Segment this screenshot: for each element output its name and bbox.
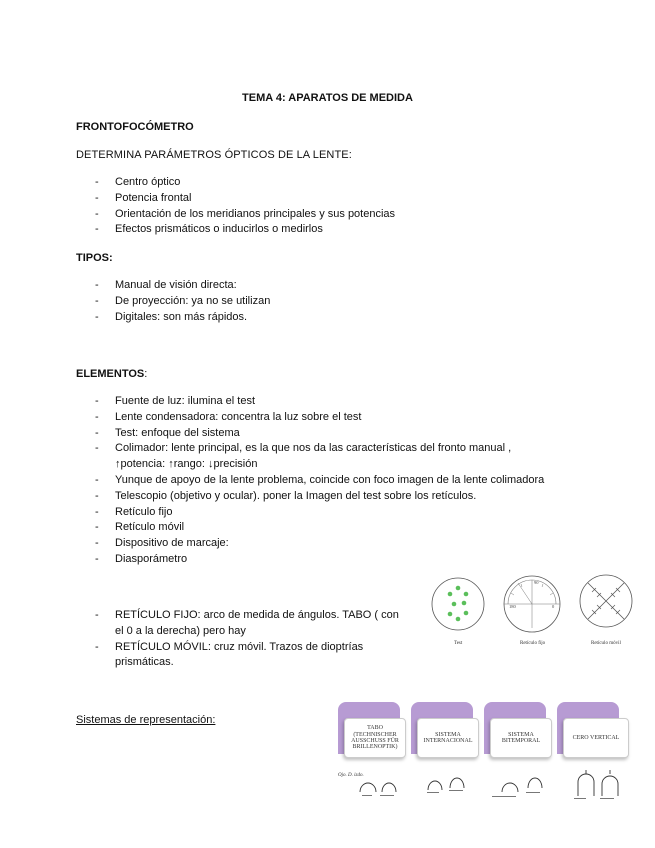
- tipos-list: [95, 278, 270, 325]
- list-item: - Test: enfoque del sistema: [95, 426, 240, 439]
- elementos-list: [95, 394, 544, 568]
- sketch-scribbles: [362, 790, 614, 799]
- scale-label-90: 90: [534, 580, 539, 585]
- sistemas-figure: [332, 690, 637, 808]
- list-item: - Manual de visión directa:: [95, 279, 237, 291]
- reticulo-fijo-circle: [504, 576, 560, 632]
- list-item: - Colimador: lente principal, es la que nos da las características del fronto manual ,: [95, 442, 512, 455]
- caption-reticulo-fijo: Retículo fijo: [520, 641, 546, 646]
- handwritten-sketches: [332, 762, 637, 808]
- page-title: TEMA 4: APARATOS DE MEDIDA: [242, 92, 413, 104]
- list-item: - Potencia frontal: [95, 191, 192, 204]
- panel-bitemporal-label: SISTEMA BITEMPORAL: [490, 718, 552, 758]
- list-item: - Digitales: son más rápidos.: [95, 310, 248, 323]
- section-heading-frontofocometro: FRONTOFOCÓMETRO: [76, 121, 194, 133]
- test-circle: [432, 578, 484, 630]
- scale-label-180: 180: [509, 604, 516, 609]
- list-item: - Centro óptico: [95, 176, 181, 188]
- list-item: - Lente condensadora: concentra la luz sobre el test: [95, 410, 362, 423]
- panel-internacional-label: SISTEMA INTERNACIONAL: [417, 718, 479, 758]
- scale-label-0: 0: [552, 604, 555, 609]
- handwritten-note: Ojo. D. izdo.: [338, 773, 364, 778]
- caption-reticulo-movil: Retículo móvil: [591, 641, 621, 646]
- section-intro: DETERMINA PARÁMETROS ÓPTICOS DE LA LENTE:: [76, 149, 352, 161]
- list-item: - Retículo móvil: [95, 521, 185, 534]
- panel-tabo-label: TABO (TECHNISCHER AUSSCHUSS FÜR BRILLENOPTIK): [344, 718, 406, 758]
- sistemas-label: Sistemas de representación:: [76, 714, 216, 726]
- list-item: - Diasporámetro: [95, 552, 188, 565]
- list-item: - Fuente de luz: ilumina el test: [95, 395, 256, 407]
- reticulo-movil-circle: [580, 575, 632, 627]
- section-heading-elementos: ELEMENTOS:: [76, 368, 148, 380]
- section-heading-tipos: TIPOS:: [76, 252, 113, 264]
- list-item: - De proyección: ya no se utilizan: [95, 294, 271, 307]
- list-item: - Dispositivo de marcaje:: [95, 537, 229, 550]
- list-item: - Efectos prismáticos o inducirlos o medirlos: [95, 223, 323, 236]
- list-item: - Yunque de apoyo de la lente problema, coincide con foco imagen de la lente colimadora: [95, 473, 545, 486]
- list-item: - Orientación de los meridianos principales y sus potencias: [95, 207, 396, 220]
- list-item: - RETÍCULO FIJO: arco de medida de ángulos. TABO ( con el 0 a la derecha) pero hay: [95, 609, 399, 637]
- reticulos-list: [95, 608, 405, 671]
- list-item: - RETÍCULO MÓVIL: cruz móvil. Trazos de dioptrías prismáticas.: [95, 640, 364, 669]
- reticle-figure: [425, 566, 635, 654]
- parametros-list: [95, 175, 395, 238]
- caption-test: Test: [454, 641, 463, 646]
- list-item: - Telescopio (objetivo y ocular). poner la Imagen del test sobre los retículos.: [95, 489, 477, 502]
- panel-cero-vertical-label: CERO VERTICAL: [563, 718, 629, 758]
- list-item-continuation: ↑potencia: ↑rango: ↓precisión: [115, 458, 258, 471]
- list-item: - Retículo fijo: [95, 505, 173, 518]
